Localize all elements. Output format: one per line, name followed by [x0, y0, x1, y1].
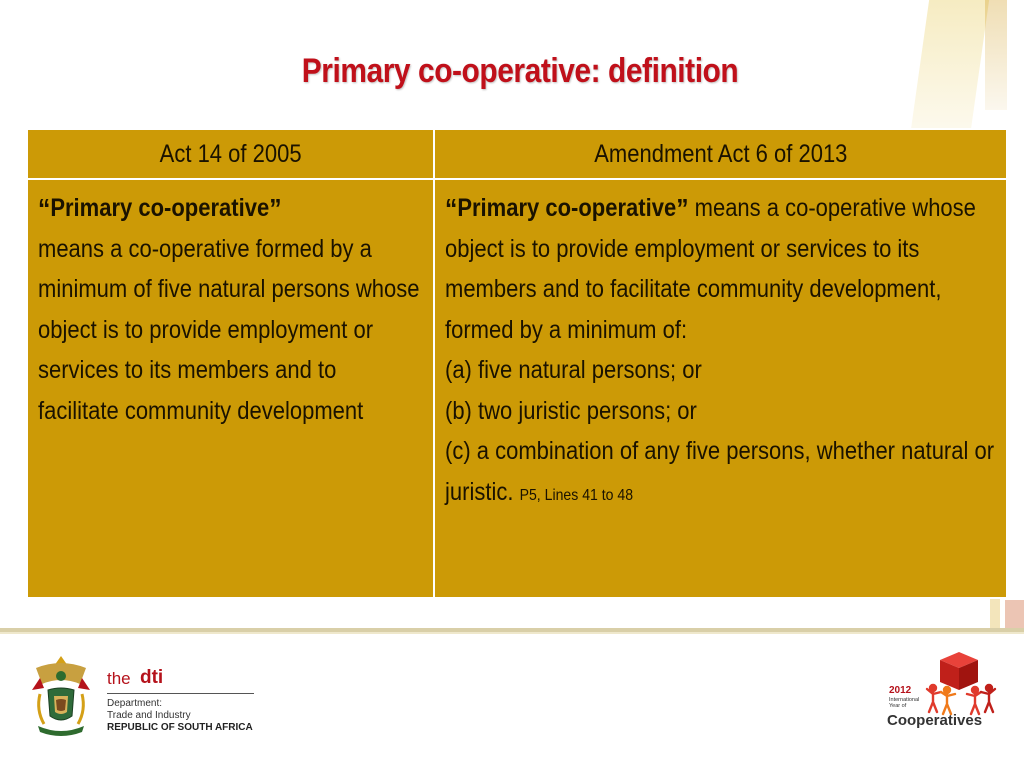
coop-year: 2012 — [889, 685, 912, 696]
list-item: (b) two juristic persons; or — [445, 396, 697, 425]
list-item: (a) five natural persons; or — [445, 356, 702, 384]
coop-line2: Year of — [889, 703, 907, 709]
definition-table — [26, 128, 1008, 599]
close-quote: ” — [269, 193, 282, 224]
header-act-2005: Act 14 of 2005 — [159, 139, 302, 168]
coop-subtitle — [889, 697, 919, 709]
decorative-stroke — [985, 0, 1007, 110]
logo-divider — [107, 693, 254, 694]
table-header — [27, 129, 434, 179]
open-quote: “ — [38, 193, 51, 224]
footer-divider — [0, 632, 1024, 634]
header-amendment-2013: Amendment Act 6 of 2013 — [593, 139, 848, 168]
definition-text: means a co-operative whose object is to provide employment or services to its members and to facilitate community development, formed by a minimum of: — [445, 194, 976, 344]
definition-cell-2013 — [434, 179, 1007, 598]
table-header — [434, 129, 1007, 179]
coop-name: Cooperatives — [887, 712, 983, 729]
slide-title: Primary co-operative: definition — [301, 52, 739, 90]
dti-line1: Department: — [107, 698, 163, 709]
open-quote: “ — [445, 193, 458, 224]
decorative-stroke — [990, 595, 1000, 630]
definition-cell-2005 — [27, 179, 434, 598]
reference-note: P5, Lines 41 to 48 — [519, 486, 634, 504]
coop-line1: International — [889, 697, 920, 703]
dti-department-text — [107, 698, 253, 734]
coat-of-arms-icon — [30, 654, 92, 738]
defined-term: Primary co-operative — [50, 194, 270, 222]
defined-term: Primary co-operative — [457, 194, 677, 222]
dti-line2: Trade and Industry — [107, 710, 191, 721]
dti-line3: REPUBLIC OF SOUTH AFRICA — [107, 722, 253, 733]
table-row — [27, 179, 1007, 598]
list-item: (c) a combination of any five persons, whether natural or juristic. — [445, 437, 995, 506]
dti-brand-name: dti — [140, 667, 164, 688]
decorative-stroke — [1005, 600, 1024, 630]
table-header-row — [27, 129, 1007, 179]
people-figures-icon — [925, 680, 997, 716]
definition-text: means a co-operative formed by a minimum of five natural persons whose object is to provide employment or services to its members and to facilitate community development — [38, 234, 420, 425]
dti-brand-prefix: the — [107, 669, 131, 688]
close-quote: ” — [676, 193, 689, 224]
